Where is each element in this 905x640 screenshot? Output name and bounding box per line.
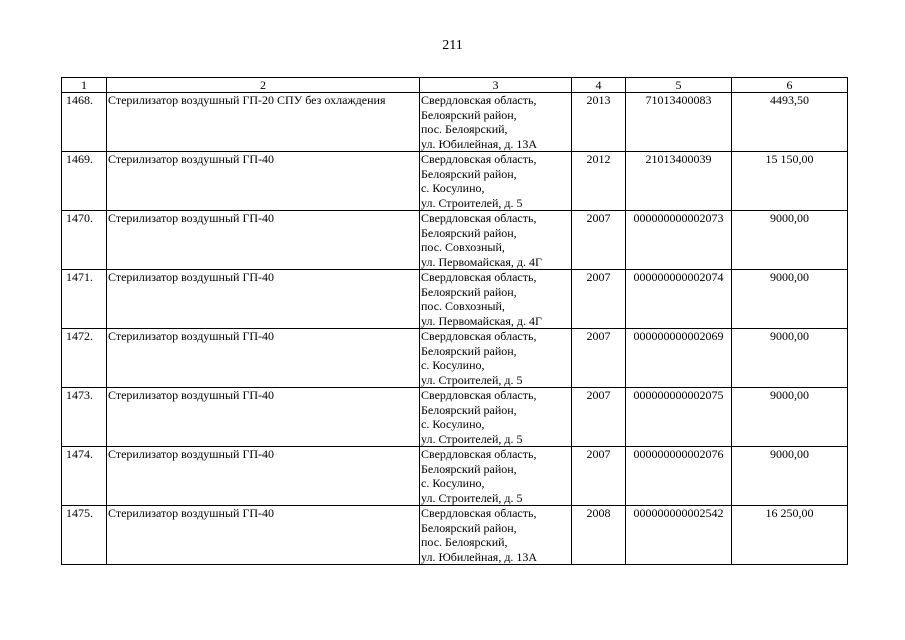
address-cell [420, 447, 572, 506]
amount-cell: 9000,00 [732, 329, 848, 388]
address-line: пос. Белоярский, [421, 535, 508, 549]
table-row [62, 447, 848, 506]
address-line: ул. Строителей, д. 5 [421, 372, 523, 387]
header-row [62, 78, 848, 93]
address-line: ул. Строителей, д. 5 [421, 490, 523, 505]
table-row [62, 93, 848, 152]
address-line: Белоярский район, [421, 284, 517, 299]
address-cell [420, 506, 572, 565]
inventory-code-cell: 000000000002075 [626, 388, 732, 447]
address-line: ул. Первомайская, д. 4Г [421, 254, 542, 269]
address-cell [420, 93, 572, 152]
address-line: Свердловская область, [421, 93, 537, 107]
table-body [62, 93, 848, 565]
address-line: ул. Юбилейная, д. 13А [421, 549, 538, 564]
year-cell: 2007 [572, 388, 626, 447]
address-line: Свердловская область, [421, 447, 537, 461]
address-cell [420, 270, 572, 329]
row-number-cell: 1474. [62, 447, 107, 506]
address-line: Свердловская область, [421, 211, 537, 225]
row-number-cell: 1475. [62, 506, 107, 565]
item-name-cell: Стерилизатор воздушный ГП-40 [107, 447, 420, 506]
address-line: Белоярский район, [421, 402, 517, 417]
amount-cell: 15 150,00 [732, 152, 848, 211]
table-row [62, 506, 848, 565]
address-line: пос. Белоярский, [421, 122, 508, 136]
address-line: ул. Юбилейная, д. 13А [421, 136, 538, 151]
address-line: с. Косулино, [421, 417, 485, 431]
amount-cell: 9000,00 [732, 270, 848, 329]
year-cell: 2007 [572, 211, 626, 270]
column-header: 1 [62, 78, 107, 93]
row-number-cell: 1473. [62, 388, 107, 447]
address-cell [420, 329, 572, 388]
inventory-code-cell: 000000000002076 [626, 447, 732, 506]
table-row [62, 329, 848, 388]
address-line: пос. Совхозный, [421, 240, 505, 254]
amount-cell: 9000,00 [732, 388, 848, 447]
item-name-cell: Стерилизатор воздушный ГП-40 [107, 388, 420, 447]
address-line: ул. Первомайская, д. 4Г [421, 313, 542, 328]
item-name-cell: Стерилизатор воздушный ГП-40 [107, 152, 420, 211]
table-row [62, 152, 848, 211]
row-number-cell: 1468. [62, 93, 107, 152]
address-line: ул. Строителей, д. 5 [421, 195, 523, 210]
address-line: с. Косулино, [421, 358, 485, 372]
address-line: Свердловская область, [421, 152, 537, 166]
address-cell [420, 152, 572, 211]
inventory-code-cell: 000000000002069 [626, 329, 732, 388]
item-name-cell: Стерилизатор воздушный ГП-20 СПУ без охлаждения [107, 93, 420, 152]
address-cell [420, 388, 572, 447]
address-line: Белоярский район, [421, 166, 517, 181]
column-header: 3 [420, 78, 572, 93]
amount-cell: 9000,00 [732, 447, 848, 506]
amount-cell: 16 250,00 [732, 506, 848, 565]
address-line: Белоярский район, [421, 343, 517, 358]
amount-cell: 4493,50 [732, 93, 848, 152]
year-cell: 2008 [572, 506, 626, 565]
item-name-cell: Стерилизатор воздушный ГП-40 [107, 270, 420, 329]
year-cell: 2013 [572, 93, 626, 152]
asset-register-table [61, 77, 848, 565]
address-line: пос. Совхозный, [421, 299, 505, 313]
column-header: 4 [572, 78, 626, 93]
inventory-code-cell: 000000000002542 [626, 506, 732, 565]
amount-cell: 9000,00 [732, 211, 848, 270]
address-line: Свердловская область, [421, 270, 537, 284]
row-number-cell: 1470. [62, 211, 107, 270]
row-number-cell: 1471. [62, 270, 107, 329]
address-line: Свердловская область, [421, 329, 537, 343]
item-name-cell: Стерилизатор воздушный ГП-40 [107, 329, 420, 388]
inventory-code-cell: 000000000002074 [626, 270, 732, 329]
page-number: 211 [442, 38, 463, 53]
inventory-code-cell: 000000000002073 [626, 211, 732, 270]
address-line: ул. Строителей, д. 5 [421, 431, 523, 446]
inventory-code-cell: 71013400083 [626, 93, 732, 152]
table-row [62, 270, 848, 329]
address-line: Белоярский район, [421, 461, 517, 476]
row-number-cell: 1469. [62, 152, 107, 211]
table-row [62, 388, 848, 447]
row-number-cell: 1472. [62, 329, 107, 388]
address-cell [420, 211, 572, 270]
address-line: с. Косулино, [421, 181, 485, 195]
address-line: Свердловская область, [421, 506, 537, 520]
address-line: Белоярский район, [421, 107, 517, 122]
address-line: с. Косулино, [421, 476, 485, 490]
item-name-cell: Стерилизатор воздушный ГП-40 [107, 506, 420, 565]
year-cell: 2007 [572, 329, 626, 388]
column-header: 6 [732, 78, 848, 93]
year-cell: 2007 [572, 270, 626, 329]
item-name-cell: Стерилизатор воздушный ГП-40 [107, 211, 420, 270]
address-line: Свердловская область, [421, 388, 537, 402]
year-cell: 2012 [572, 152, 626, 211]
address-line: Белоярский район, [421, 225, 517, 240]
address-line: Белоярский район, [421, 520, 517, 535]
year-cell: 2007 [572, 447, 626, 506]
table-row [62, 211, 848, 270]
column-header: 2 [107, 78, 420, 93]
inventory-code-cell: 21013400039 [626, 152, 732, 211]
column-header: 5 [626, 78, 732, 93]
